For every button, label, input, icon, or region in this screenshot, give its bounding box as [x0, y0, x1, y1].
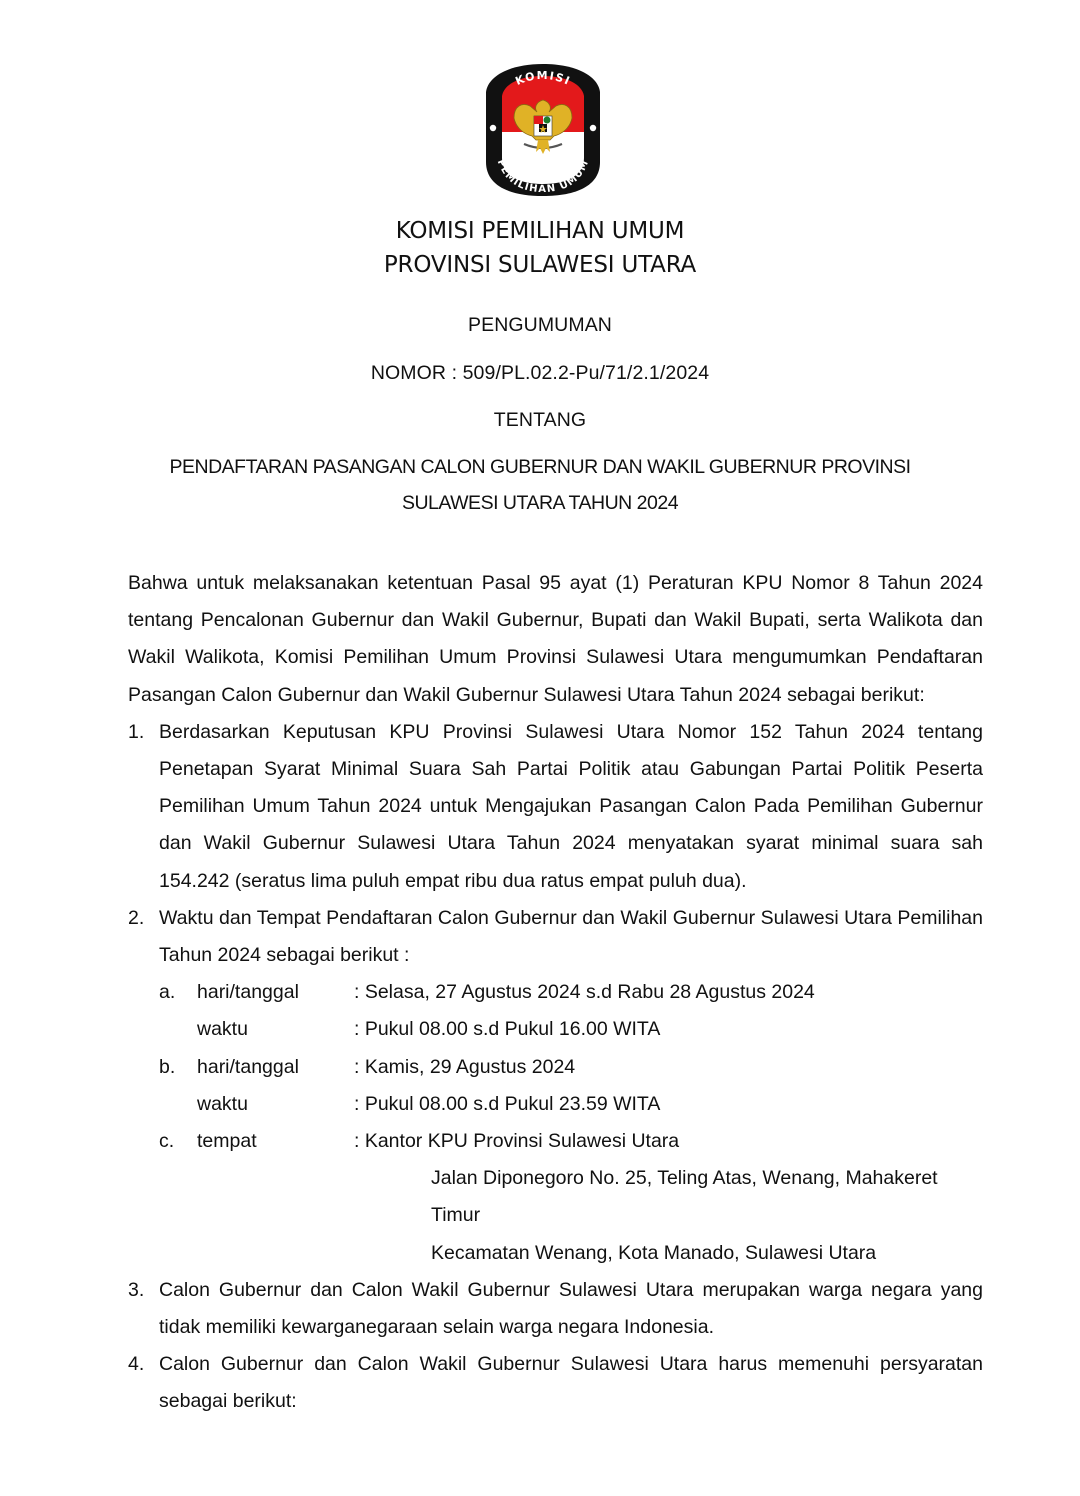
list-number: 2. [128, 906, 145, 929]
kpu-logo [484, 62, 602, 198]
institution-name: KOMISI PEMILIHAN UMUM [395, 218, 685, 244]
detail-row [197, 1123, 983, 1160]
list-number: 4. [128, 1353, 145, 1376]
detail-value: : Selasa, 27 Agustus 2024 s.d Rabu 28 Agustus 2024 [354, 981, 815, 1004]
sub-letter: a. [159, 981, 176, 1004]
detail-value: : Pukul 08.00 s.d Pukul 23.59 WITA [354, 1092, 661, 1115]
detail-value: : Pukul 08.00 s.d Pukul 16.00 WITA [354, 1018, 661, 1041]
sub-letter: b. [159, 1055, 176, 1078]
intro-paragraph: Bahwa untuk melaksanakan ketentuan Pasal 95 ayat (1) Peraturan KPU Nomor 8 Tahun 2024 tentang Pencalonan Gubernur dan Wakil Gubernur, Bupati dan Wakil Bupati, serta Walikota dan Wakil Walikota, Komisi Pemilihan Umum Provinsi Sulawesi Utara mengumumkan Pendaftaran Pasangan Calon Gubernur dan Wakil Gubernur Sulawesi Utara Tahun 2024 sebagai berikut: [128, 572, 983, 706]
kpu-emblem-icon [484, 62, 602, 198]
svg-text:KOMISI: KOMISI [513, 68, 573, 88]
detail-label: waktu [197, 1092, 248, 1115]
detail-row [197, 1049, 983, 1086]
subject-line-1: PENDAFTARAN PASANGAN CALON GUBERNUR DAN WAKIL GUBERNUR PROVINSI [169, 456, 911, 478]
institution-province: PROVINSI SULAWESI UTARA [383, 252, 697, 278]
document-body [128, 565, 983, 1421]
list-item-2 [128, 900, 983, 974]
sub-item-b [128, 1049, 983, 1123]
list-item-4 [128, 1346, 983, 1420]
document-type: PENGUMUMAN [467, 314, 612, 336]
sub-letter: c. [159, 1130, 175, 1153]
list-item-text: Berdasarkan Keputusan KPU Provinsi Sulawesi Utara Nomor 152 Tahun 2024 tentang Penetapan Syarat Minimal Suara Sah Partai Politik atau Gabungan Partai Politik Peserta Pemilihan Umum Tahun 2024 untuk Mengajukan Pasangan Calon Pada Pemilihan Gubernur dan Wakil Gubernur Sulawesi Utara Tahun 2024 menyatakan syarat minimal suara sah 154.242 (seratus lima puluh empat ribu dua ratus empat puluh dua). [159, 720, 983, 892]
tentang-label: TENTANG [493, 409, 587, 431]
detail-label: waktu [197, 1018, 248, 1041]
svg-text:PEMILIHAN UMUM: PEMILIHAN UMUM [494, 157, 592, 196]
detail-label: hari/tanggal [197, 1055, 299, 1078]
list-item-text: Calon Gubernur dan Calon Wakil Gubernur Sulawesi Utara harus memenuhi persyaratan sebagai berikut: [159, 1353, 983, 1413]
list-number: 3. [128, 1278, 145, 1301]
detail-value: : Kamis, 29 Agustus 2024 [354, 1055, 576, 1078]
list-item-1 [128, 714, 983, 900]
list-number: 1. [128, 720, 145, 743]
list-item-text: Waktu dan Tempat Pendaftaran Calon Gubernur dan Wakil Gubernur Sulawesi Utara Pemilihan Tahun 2024 sebagai berikut : [159, 906, 983, 967]
address-line: Jalan Diponegoro No. 25, Teling Atas, Wenang, Mahakeret Timur [431, 1167, 938, 1227]
subject-line-2: SULAWESI UTARA TAHUN 2024 [401, 492, 679, 514]
list-item-3 [128, 1272, 983, 1346]
detail-label: hari/tanggal [197, 981, 299, 1004]
detail-row [197, 1086, 983, 1123]
address-line: Kecamatan Wenang, Kota Manado, Sulawesi Utara [431, 1241, 877, 1264]
detail-row [197, 974, 983, 1011]
detail-row [197, 1011, 983, 1048]
sub-item-a [128, 974, 983, 1048]
detail-value: : Kantor KPU Provinsi Sulawesi Utara [354, 1130, 680, 1153]
detail-label: tempat [197, 1130, 257, 1153]
list-item-text: Calon Gubernur dan Calon Wakil Gubernur Sulawesi Utara merupakan warga negara yang tidak memiliki kewarganegaraan selain warga negara Indonesia. [159, 1278, 983, 1339]
document-number: NOMOR : 509/PL.02.2-Pu/71/2.1/2024 [370, 362, 710, 384]
sub-item-c [128, 1123, 983, 1272]
